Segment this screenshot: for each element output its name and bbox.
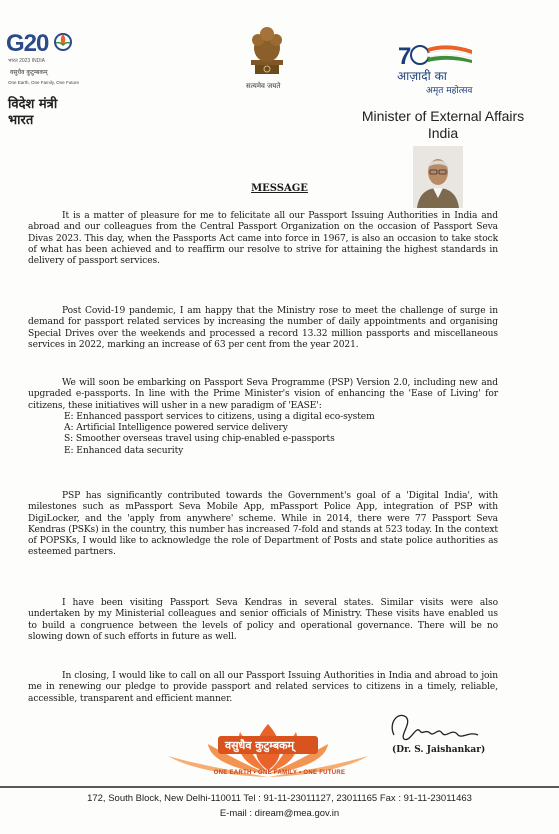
hindi-title-line2: भारत xyxy=(8,113,34,128)
paragraph-5: I have been visiting Passport Seva Kendras in several states. Similar visits were also undertaken by my Ministerial colleagues and senior officials of Ministry. These visits have enabled us to build a congruence between the levels of policy and operational governance. There will be no slowing down of such efforts in future as well. xyxy=(28,598,498,642)
footer-address: 172, South Block, New Delhi-110011 Tel : 91-11-23011127, 23011165 Fax : 91-11-23011463 xyxy=(87,793,472,804)
g20-tagline: भारत 2023 INDIA xyxy=(8,58,45,64)
national-emblem-icon xyxy=(243,18,291,80)
message-heading: MESSAGE xyxy=(251,183,308,194)
footer-divider xyxy=(0,786,559,788)
azadi-logo-icon xyxy=(398,40,478,70)
azadi-line2: अमृत महोत्सव xyxy=(426,86,473,96)
azadi-line1: आज़ादी का xyxy=(397,69,447,83)
g20-hindi-motto: वसुधैव कुटुम्बकम् xyxy=(10,69,48,76)
ease-item: A: Artificial Intelligence powered service delivery xyxy=(64,423,288,434)
footer-hindi-motto: वसुधैव कुटुम्बकम् xyxy=(225,739,295,752)
g20-logo-text: G20 xyxy=(6,30,49,57)
footer-email: E-mail : diream@mea.gov.in xyxy=(219,808,340,819)
minister-title xyxy=(358,108,528,142)
minister-title-line2: India xyxy=(427,125,459,141)
signature xyxy=(386,705,486,749)
ease-item: S: Smoother overseas travel using chip-enabled e-passports xyxy=(64,434,335,445)
minister-title-line1: Minister of External Affairs xyxy=(361,108,525,124)
ease-item: E: Enhanced passport services to citizens, using a digital eco-system xyxy=(64,411,375,422)
ease-section xyxy=(28,378,498,457)
g20-english-motto: One Earth, One Family, One Future xyxy=(8,80,79,85)
paragraph-4: PSP has significantly contributed towards the Government's goal of a 'Digital India', with milestones such as mPassport Seva Mobile App, mPassport Police App, integration of PSP with DigiLocker, and the 'apply from anywhere' scheme. While in 2014, there were 77 Passport Seva Kendras (PSKs) in the country, this number has increased 7-fold and stands at 523 today. In the context of POPSKs, I would like to acknowledge the role of Department of Posts and state police authorities as esteemed partners. xyxy=(28,491,498,558)
signatory-name: (Dr. S. Jaishankar) xyxy=(392,745,486,755)
paragraph-6: In closing, I would like to call on all our Passport Issuing Authorities in India and abroad to join me in renewing our pledge to provide passport and related services to citizens in a timely, reliable, accessible, transparent and efficient manner. xyxy=(28,671,498,704)
paragraph-2: Post Covid-19 pandemic, I am happy that the Ministry rose to meet the challenge of surge in demand for passport related services by increasing the number of daily appointments and organising Special Drives over the weekends and processed a record 13.32 million passports and miscellaneous services in 2022, marking an increase of 63 per cent from the year 2021. xyxy=(28,306,498,350)
paragraph-1: It is a matter of pleasure for me to felicitate all our Passport Issuing Authorities in India and abroad and our colleagues from the Central Passport Organization on the occasion of Passport Seva Divas 2023. This day, when the Passports Act came into force in 1967, is also an occasion to take stock of what has been achieved and to reaffirm our resolve to strive for attaining the highest standards in delivery of passport services. xyxy=(28,211,498,267)
footer-english-motto: ONE EARTH • ONE FAMILY • ONE FUTURE xyxy=(213,770,346,776)
lotus-globe-icon xyxy=(52,30,74,52)
hindi-title xyxy=(8,97,57,129)
ease-item: E: Enhanced data security xyxy=(64,445,184,456)
hindi-title-line1: विदेश मंत्री xyxy=(8,97,58,112)
emblem-motto: सत्यमेव जयते xyxy=(246,82,281,90)
svg-text:7: 7 xyxy=(398,43,412,70)
minister-photo xyxy=(413,146,463,208)
g20-logo xyxy=(6,30,78,56)
paragraph-3: We will soon be embarking on Passport Seva Programme (PSP) Version 2.0, including new and upgraded e-passports. In line with the Prime Minister's vision of enhancing the 'Ease of Living' for citizens, these initiatives will usher in a new paradigm of 'EASE': xyxy=(28,378,498,411)
